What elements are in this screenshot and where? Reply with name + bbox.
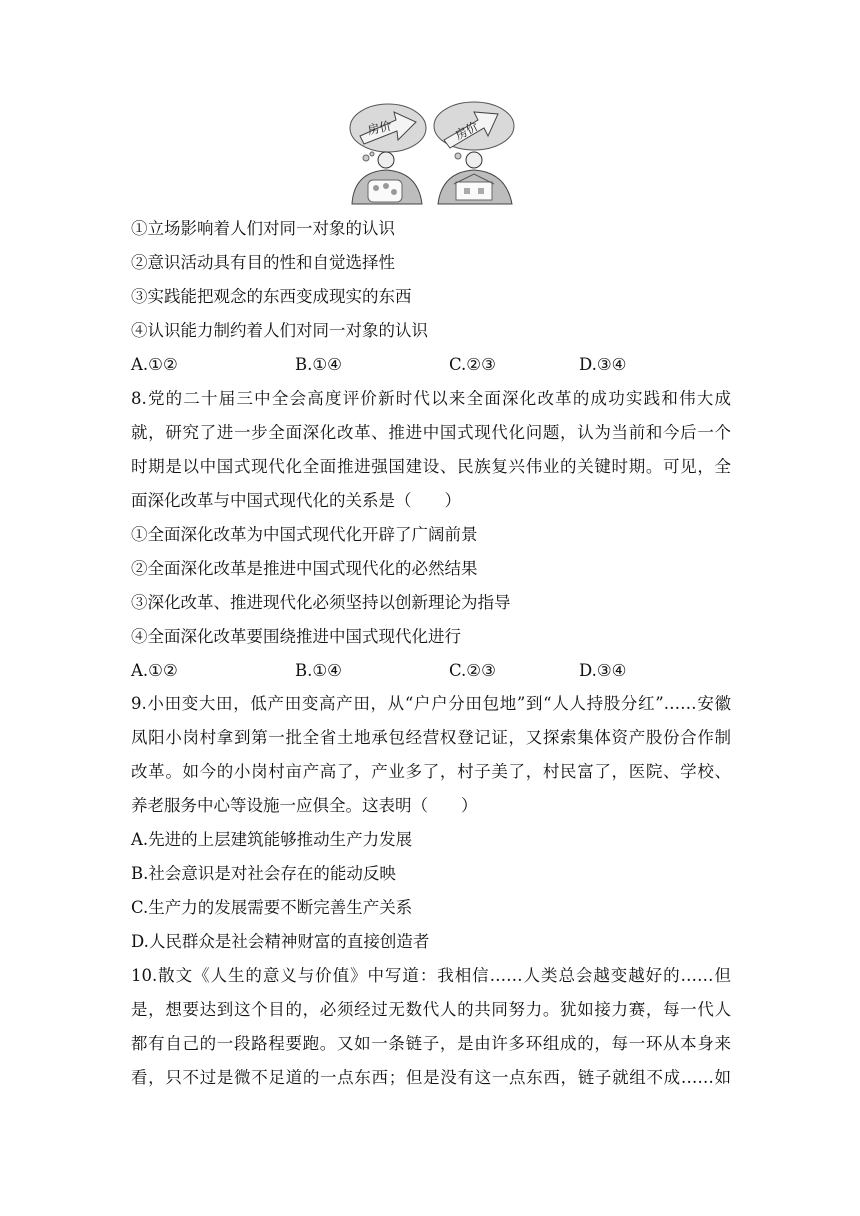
q7-statement-3: ③实践能把观念的东西变成现实的东西 <box>131 287 412 306</box>
q7-option-a[interactable]: A.①② <box>131 355 178 374</box>
q8-stem-line-4: 面深化改革与中国式现代化的关系是（ ） <box>131 491 461 510</box>
q9-choice-d[interactable]: D.人民群众是社会精神财富的直接创造者 <box>131 932 430 951</box>
q7-option-c[interactable]: C.②③ <box>449 355 496 374</box>
house-price-cartoon-image <box>346 100 520 205</box>
q9-stem <box>131 693 731 829</box>
q8-option-c[interactable]: C.②③ <box>449 661 496 680</box>
q8-stem-line-2: 就，研究了进一步全面深化改革、推进中国式现代化问题，认为当前和今后一个 <box>131 423 731 442</box>
bubble-label-right: 房价 <box>452 119 481 143</box>
q8-statement-1: ①全面深化改革为中国式现代化开辟了广阔前景 <box>131 525 478 544</box>
q7-option-b[interactable]: B.①④ <box>295 355 342 374</box>
q7-statement-4: ④认识能力制约着人们对同一对象的认识 <box>131 321 428 340</box>
q8-statement-2: ②全面深化改革是推进中国式现代化的必然结果 <box>131 559 478 578</box>
cartoon-figure <box>346 100 520 205</box>
q8-stem-line-3: 时期是以中国式现代化全面推进强国建设、民族复兴伟业的关键时期。可见，全 <box>131 457 731 476</box>
q10-stem-line-4: 看，只不过是微不足道的一点东西；但是没有这一点东西，链子就组不成……如 <box>131 1068 731 1087</box>
q10-stem-line-1: 10.散文《人生的意义与价值》中写道：我相信……人类总会越变越好的……但 <box>131 966 731 985</box>
q7-option-d[interactable]: D.③④ <box>579 355 627 374</box>
q7-statement-1: ①立场影响着人们对同一对象的认识 <box>131 219 395 238</box>
q8-statement-4: ④全面深化改革要围绕推进中国式现代化进行 <box>131 627 461 646</box>
bubble-label-left: 房价 <box>366 118 393 138</box>
q10-stem-line-2: 是，想要达到这个目的，必须经过无数代人的共同努力。犹如接力赛，每一代人 <box>131 1000 731 1019</box>
q7-statement-2: ②意识活动具有目的性和自觉选择性 <box>131 253 395 272</box>
q8-option-b[interactable]: B.①④ <box>295 661 342 680</box>
q8-statement-3: ③深化改革、推进现代化必须坚持以创新理论为指导 <box>131 593 511 612</box>
q9-stem-line-1: 9.小田变大田，低产田变高产田，从“户户分田包地”到“人人持股分红”……安徽 <box>131 694 731 713</box>
q8-option-d[interactable]: D.③④ <box>579 661 627 680</box>
q9-stem-line-3: 改革。如今的小岗村亩产高了，产业多了，村子美了，村民富了，医院、学校、 <box>131 762 731 781</box>
q9-stem-line-2: 凤阳小岗村拿到第一批全省土地承包经营权登记证，又探索集体资产股份合作制 <box>131 728 731 747</box>
q8-stem <box>131 388 731 524</box>
q9-choice-b[interactable]: B.社会意识是对社会存在的能动反映 <box>131 864 396 883</box>
q9-stem-line-4: 养老服务中心等设施一应俱全。这表明（ ） <box>131 796 478 815</box>
q8-stem-line-1: 8.党的二十届三中全会高度评价新时代以来全面深化改革的成功实践和伟大成 <box>131 389 731 408</box>
q9-choice-a[interactable]: A.先进的上层建筑能够推动生产力发展 <box>131 830 413 849</box>
q10-stem-line-3: 都有自己的一段路程要跑。又如一条链子，是由许多环组成的，每一环从本身来 <box>131 1034 731 1053</box>
q10-stem <box>131 965 731 1101</box>
q8-option-a[interactable]: A.①② <box>131 661 178 680</box>
q9-choice-c[interactable]: C.生产力的发展需要不断完善生产关系 <box>131 898 413 917</box>
